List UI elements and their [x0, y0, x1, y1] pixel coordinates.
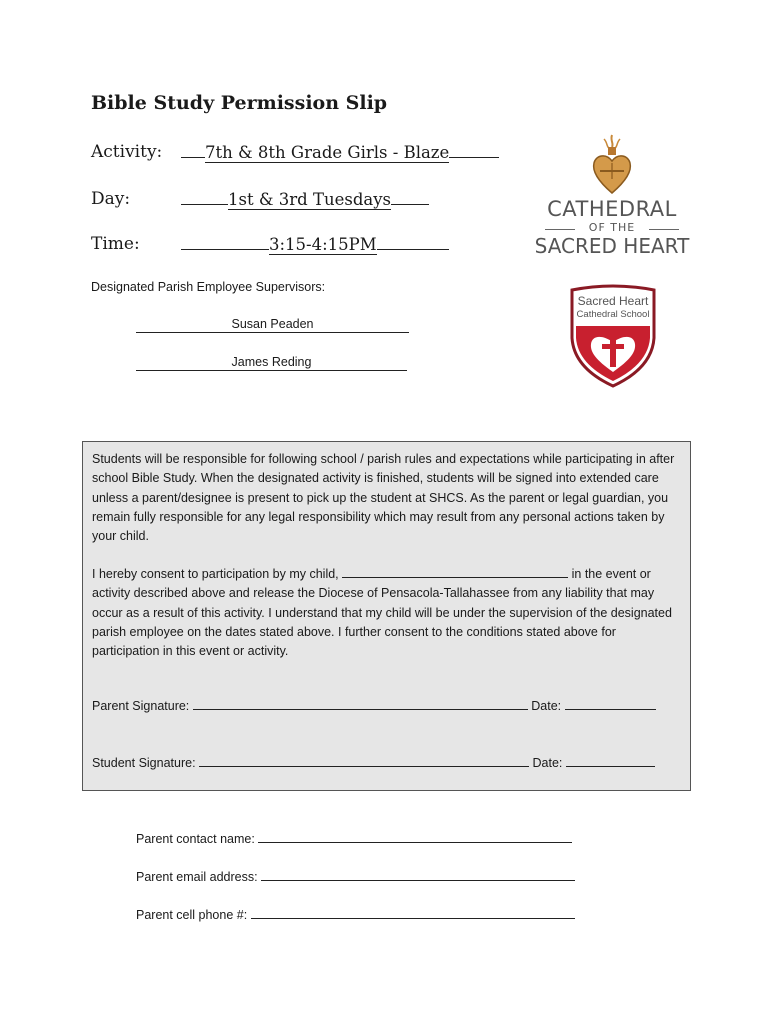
- page-title: Bible Study Permission Slip: [91, 92, 388, 114]
- parent-signature-field[interactable]: [193, 697, 528, 710]
- parent-signature-row: [92, 697, 656, 713]
- student-date-field[interactable]: [566, 754, 655, 767]
- child-name-field[interactable]: [342, 565, 568, 578]
- student-date-label: Date:: [532, 756, 563, 770]
- contact-email-row: [136, 868, 575, 884]
- consent-box: [82, 441, 691, 791]
- school-name-line1: Sacred Heart: [577, 294, 649, 308]
- contact-name-label: Parent contact name:: [136, 832, 255, 846]
- time-value: 3:15-4:15PM: [269, 235, 377, 254]
- cathedral-word: CATHEDRAL: [547, 197, 677, 221]
- contact-name-field[interactable]: [258, 830, 572, 843]
- contact-name-row: [136, 830, 572, 846]
- student-signature-label: Student Signature:: [92, 756, 196, 770]
- parent-signature-label: Parent Signature:: [92, 699, 190, 713]
- activity-label: Activity:: [91, 142, 163, 162]
- divider: [649, 229, 679, 230]
- consent-paragraph-2-start: I hereby consent to participation by my child,: [92, 567, 339, 581]
- day-label: Day:: [91, 189, 131, 209]
- day-value: 1st & 3rd Tuesdays: [228, 190, 392, 209]
- day-field[interactable]: [181, 189, 429, 209]
- supervisor-2[interactable]: James Reding: [136, 355, 407, 371]
- contact-email-field[interactable]: [261, 868, 575, 881]
- supervisor-1[interactable]: Susan Peaden: [136, 317, 409, 333]
- sacred-heart-word: SACRED HEART: [534, 234, 690, 258]
- of-the-word: OF THE: [588, 221, 636, 234]
- consent-paragraph-2-end: in the event or activity described above and release the Diocese of Pensacola-Tallahassee from any liability that may occur as a result of this activity. I understand that my child will be under the supervision of the designated parish employee on the dates stated above. I further consent to the conditions stated above for participation in this event or activity.: [92, 567, 672, 659]
- supervisors-label: Designated Parish Employee Supervisors:: [91, 280, 326, 294]
- student-signature-field[interactable]: [199, 754, 529, 767]
- cathedral-logo: [527, 133, 697, 258]
- activity-field[interactable]: [181, 142, 499, 162]
- contact-phone-label: Parent cell phone #:: [136, 908, 248, 922]
- school-shield-logo: [566, 282, 660, 388]
- time-field[interactable]: [181, 234, 449, 254]
- parent-date-label: Date:: [531, 699, 562, 713]
- student-signature-row: [92, 754, 655, 770]
- school-name-line2: Cathedral School: [576, 309, 650, 320]
- sacred-heart-icon: [590, 133, 634, 197]
- contact-email-label: Parent email address:: [136, 870, 258, 884]
- contact-phone-field[interactable]: [251, 906, 575, 919]
- consent-paragraph-1: Students will be responsible for following school / parish rules and expectations while participating in after school Bible Study. When the designated activity is finished, students will be signed into extended care unless a parent/designee is present to pick up the student at SHCS. As the parent or legal guardian, you remain fully responsible for any legal responsibility which may result from any personal actions taken by your child.: [92, 452, 675, 544]
- consent-paragraph-2: [92, 565, 677, 661]
- contact-phone-row: [136, 906, 575, 922]
- parent-date-field[interactable]: [565, 697, 656, 710]
- time-label: Time:: [91, 234, 140, 254]
- activity-value: 7th & 8th Grade Girls - Blaze: [205, 143, 450, 162]
